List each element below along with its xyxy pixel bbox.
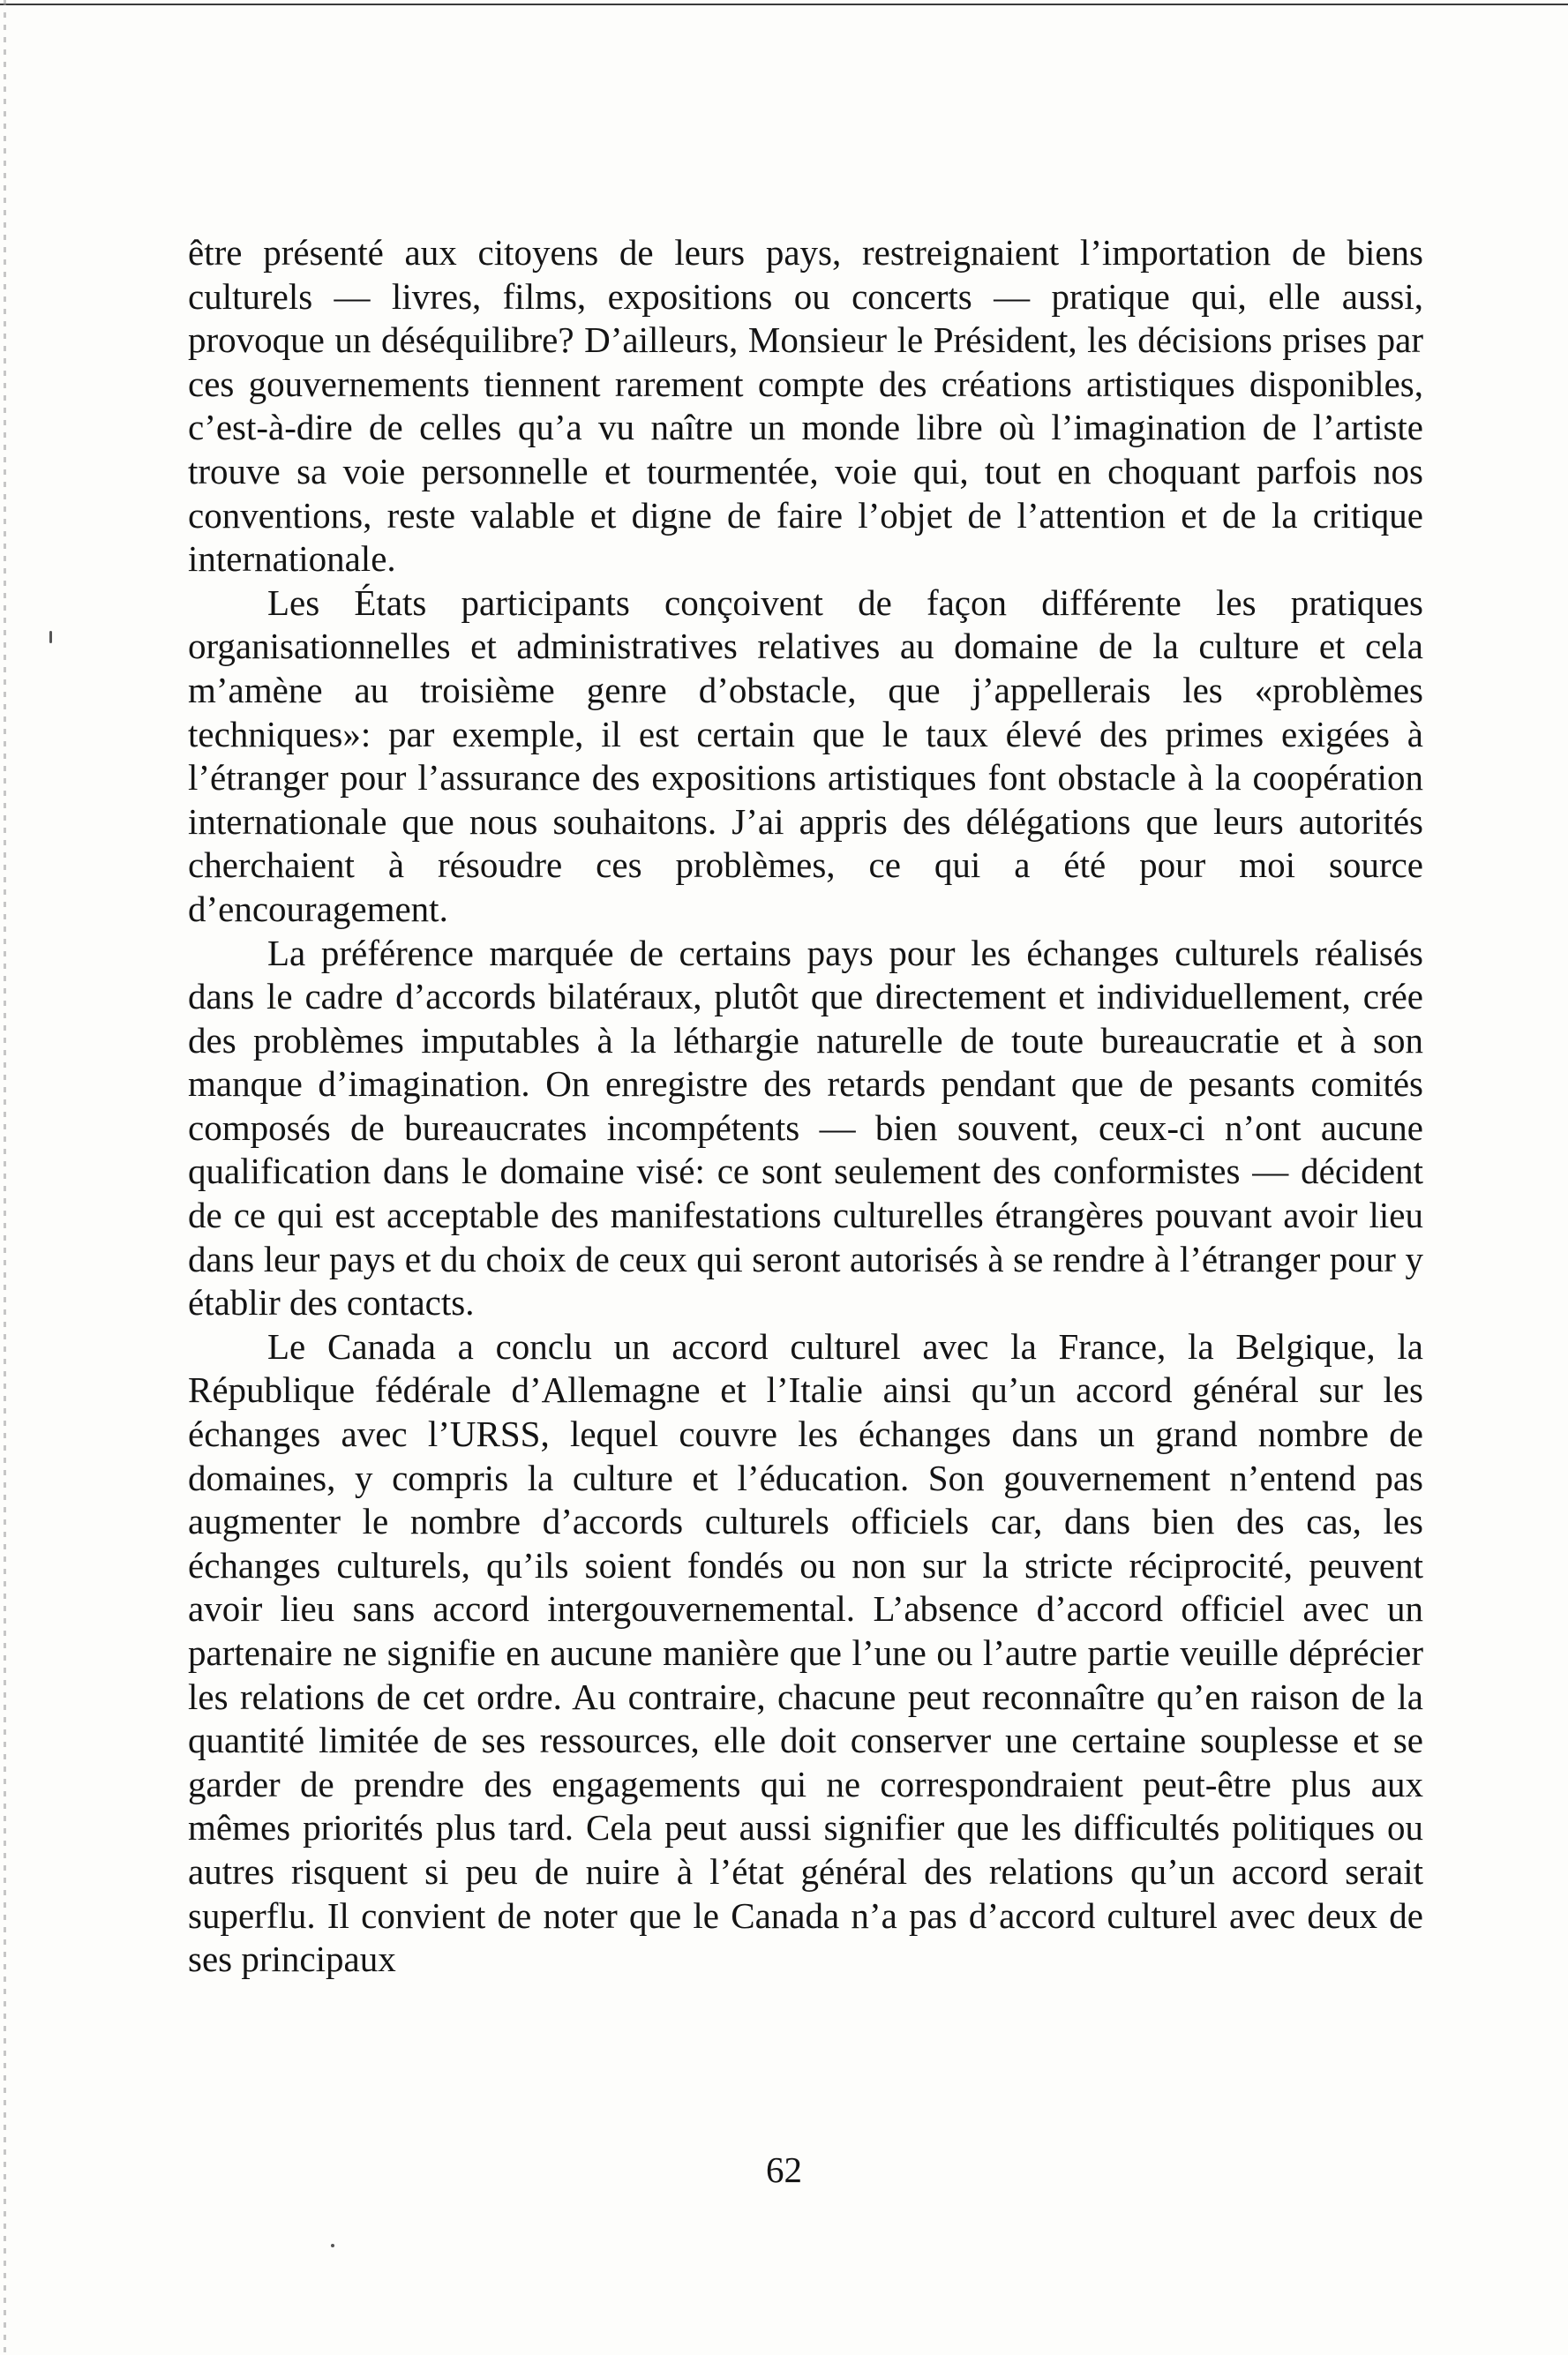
scan-left-edge — [4, 0, 6, 2355]
paragraph-4: Le Canada a conclu un accord culturel avec la France, la Belgique, la République fédérale d’Allemagne et l’Italie ainsi qu’un accord général sur les échanges avec l’URSS, lequel couvre les échanges dans un grand nombre de domaines, y compris la culture et l’éducation. Son gouvernement n’entend pas augmenter le nombre d’accords culturels officiels car, dans bien des cas, les échanges culturels, qu’ils soient fondés ou non sur la stricte réciprocité, peuvent avoir lieu sans accord intergouvernemental. L’absence d’accord officiel avec un partenaire ne signifie en aucune manière que l’une ou l’autre partie veuille déprécier les relations de cet ordre. Au contraire, chacune peut reconnaître qu’en raison de la quantité limitée de ses ressources, elle doit conserver une certaine souplesse et se garder de prendre des engagements qui ne correspondraient peut-être plus aux mêmes priorités plus tard. Cela peut aussi signifier que les difficultés politiques ou autres risquent si peu de nuire à l’état général des relations qu’un accord serait superflu. Il convient de noter que le Canada n’a pas d’accord culturel avec deux de ses principaux — [188, 1325, 1423, 1980]
paragraph-1: être présenté aux citoyens de leurs pays, restreignaient l’importation de biens culturels — livres, films, expositions ou concerts — pratique qui, elle aussi, provoque un déséquilibre? D’ailleurs, Monsieur le Président, les décisions prises par ces gouvernements tiennent rarement compte des créations artistiques disponibles, c’est-à-dire de celles qu’a vu naître un monde libre où l’imagination de l’artiste trouve sa voie personnelle et tourmentée, voie qui, tout en choquant parfois nos conventions, reste valable et digne de faire l’objet de l’attention et de la critique internationale. — [188, 232, 1423, 580]
scan-mark — [49, 631, 52, 643]
paragraph-2: Les États participants conçoivent de façon différente les pratiques organisationnelles et administratives relatives au domaine de la culture et cela m’amène au troisième genre d’obstacle, que j’appellerais les «problèmes techniques»: par exemple, il est certain que le taux élevé des primes exigées à l’étranger pour l’assurance des expositions artistiques font obstacle à la coopération internationale que nous souhaitons. J’ai appris des délégations que leurs autorités cherchaient à résoudre ces problèmes, ce qui a été pour moi source d’encouragement. — [188, 581, 1423, 929]
page-number: 62 — [766, 2149, 802, 2190]
body-text — [188, 231, 1423, 1982]
top-edge-rule — [0, 4, 1568, 5]
scan-speck — [331, 2244, 334, 2247]
paragraph-3: La préférence marquée de certains pays pour les échanges culturels réalisés dans le cadre d’accords bilatéraux, plutôt que directement et individuellement, crée des problèmes imputables à la léthargie naturelle de toute bureaucratie et à son manque d’imagination. On enregistre des retards pendant que de pesants comités composés de bureaucrates incompétents — bien souvent, ceux-ci n’ont aucune qualification dans le domaine visé: ce sont seulement des conformistes — décident de ce qui est acceptable des manifestations culturelles étrangères pouvant avoir lieu dans leur pays et du choix de ceux qui seront autorisés à se rendre à l’étranger pour y établir des contacts. — [188, 932, 1423, 1324]
